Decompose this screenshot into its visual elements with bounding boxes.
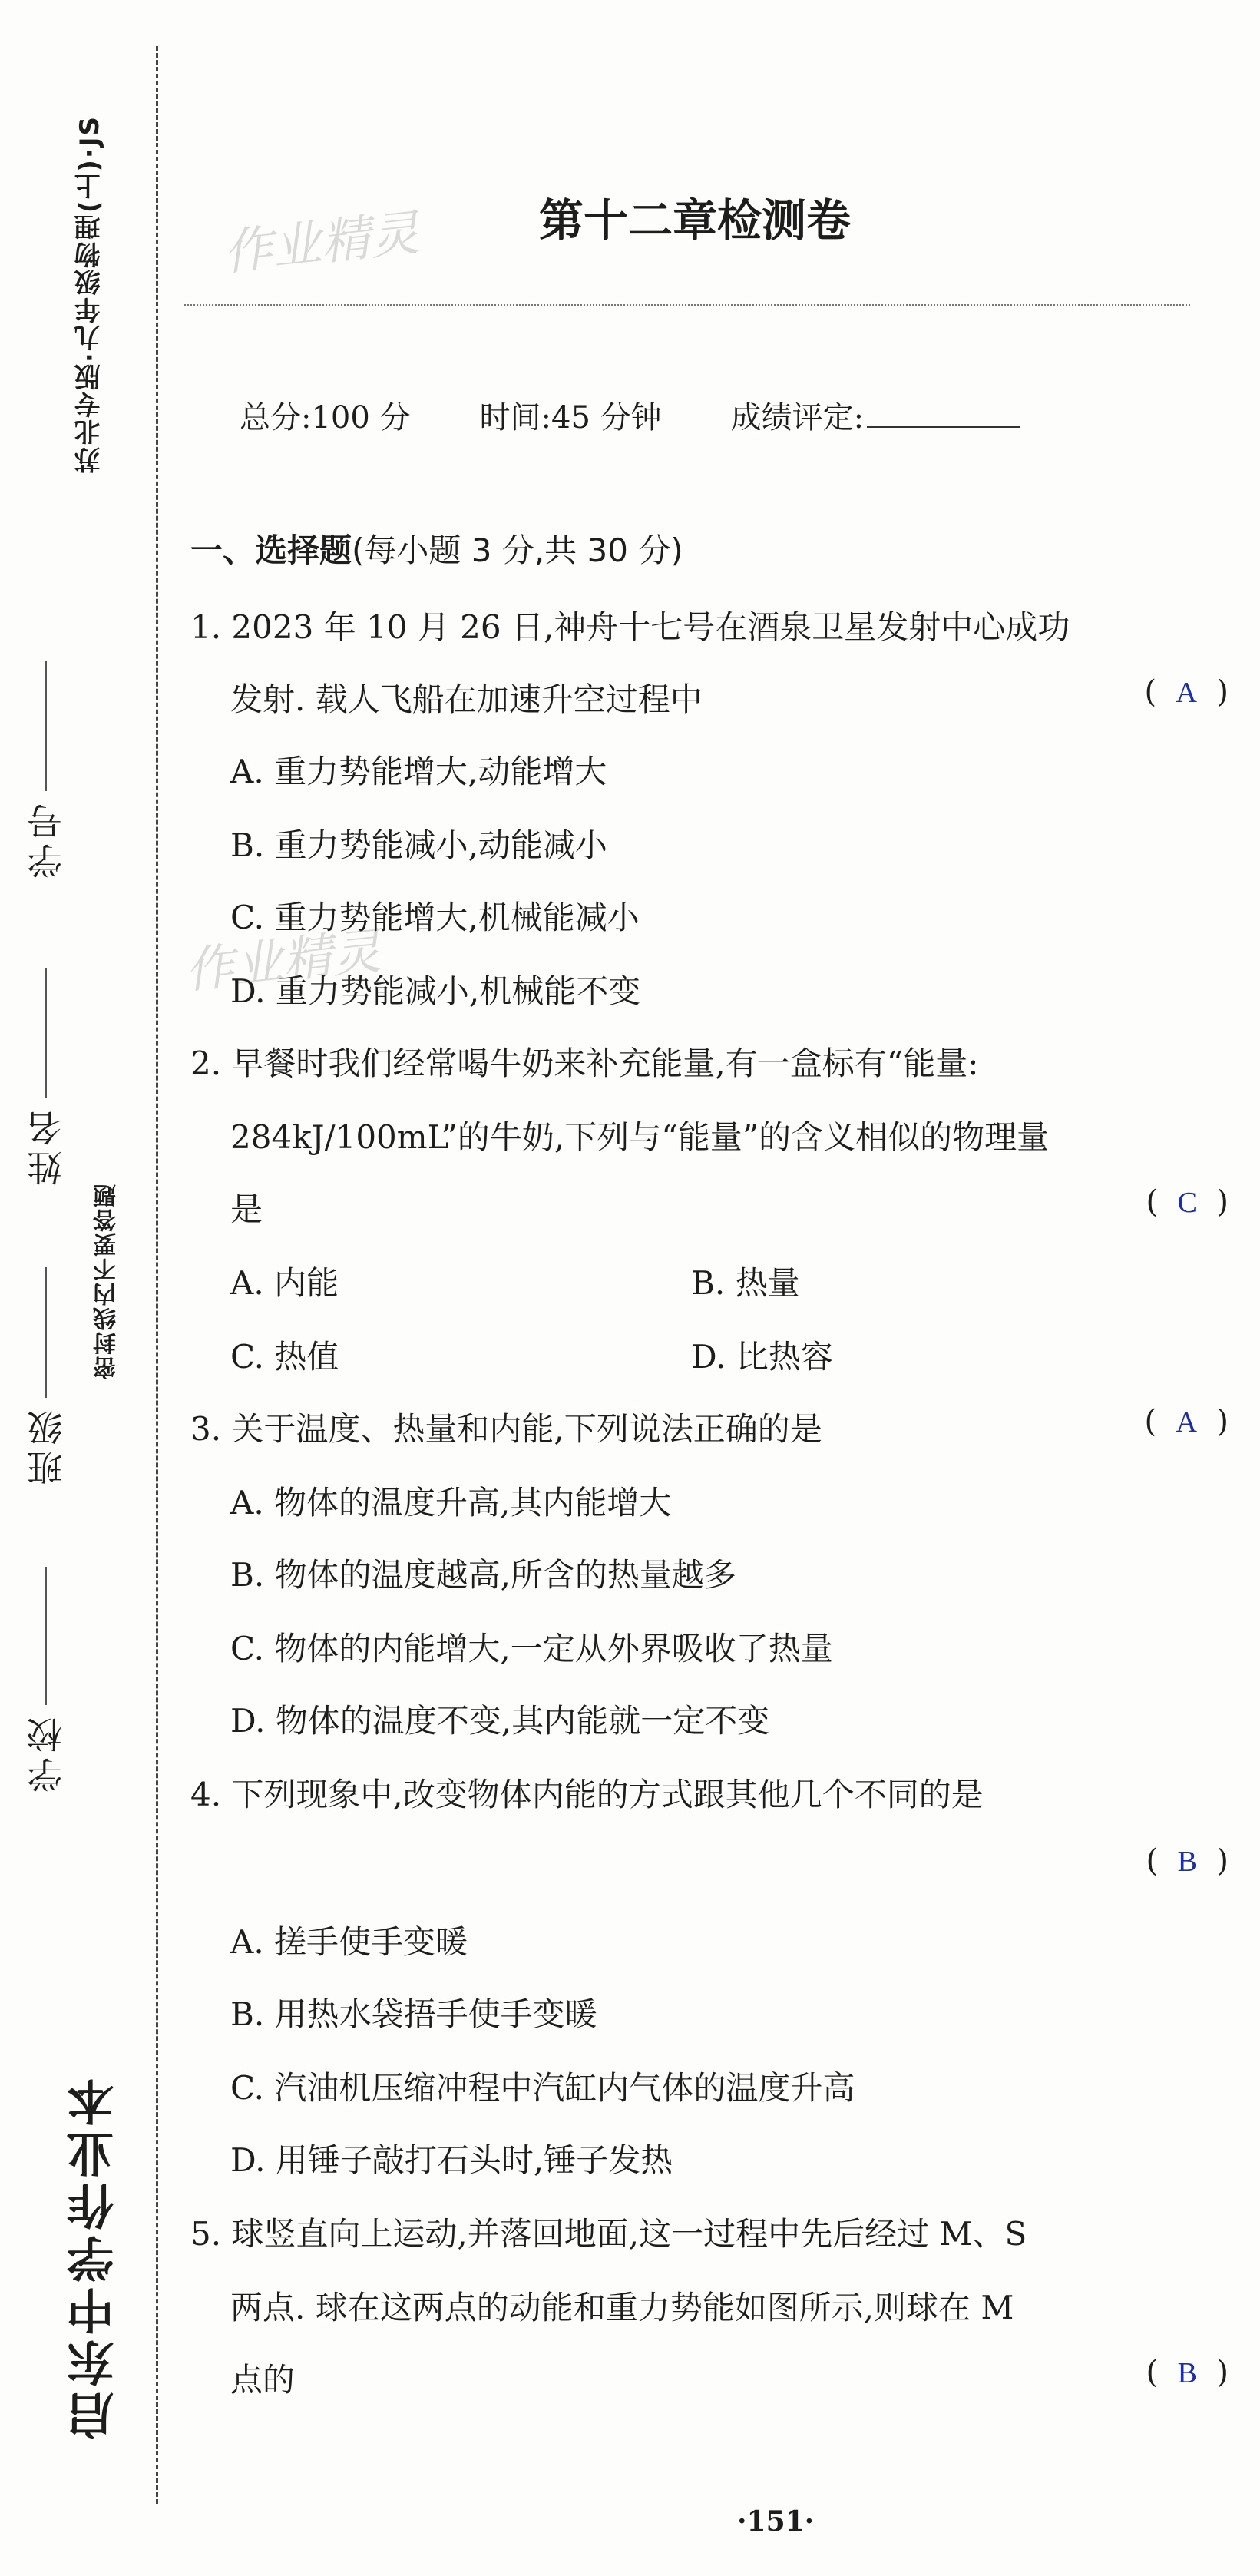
question-2-answer: ( C ) (1146, 1184, 1229, 1220)
question-3-line-1: 3. 关于温度、热量和内能,下列说法正确的是 (190, 1410, 822, 1448)
question-3-choice-d: D. 物体的温度不变,其内能就一定不变 (230, 1702, 770, 1740)
question-2-choice-c: C. 热值 (230, 1338, 339, 1376)
student-id-blank[interactable] (45, 661, 47, 791)
seal-notice: 密封线内不要答题 (94, 1183, 121, 1379)
grade-label: 成绩评定: (731, 393, 1090, 437)
class-label: 班级 (26, 1406, 68, 1485)
watermark: 作业精灵 (182, 922, 384, 1001)
class-blank[interactable] (45, 1267, 47, 1398)
question-4-choice-d: D. 用锤子敲打石头时,锤子发热 (230, 2141, 673, 2179)
title-divider (184, 304, 1190, 306)
question-3-choice-b: B. 物体的温度越高,所含的热量越多 (230, 1556, 736, 1594)
question-2-choice-d: D. 比热容 (691, 1338, 833, 1376)
question-5-line-1: 5. 球竖直向上运动,并落回地面,这一过程中先后经过 M、S (190, 2215, 1027, 2253)
question-1-line-1: 1. 2023 年 10 月 26 日,神舟十七号在酒泉卫星发射中心成功 (190, 608, 1070, 646)
binding-sidebar (0, 0, 161, 2576)
section-heading: 一、选择题(每小题 3 分,共 30 分) (190, 531, 683, 569)
question-1-choice-d: D. 重力势能减小,机械能不变 (230, 972, 641, 1010)
total-score: 总分:100 分 (240, 400, 411, 435)
watermark: 作业精灵 (220, 204, 422, 283)
question-4-choice-a: A. 搓手使手变暖 (230, 1923, 468, 1961)
question-3-answer: ( A ) (1144, 1404, 1229, 1439)
school-label: 学校 (26, 1713, 68, 1793)
exam-meta (240, 393, 1090, 437)
question-2-choice-a: A. 内能 (230, 1264, 339, 1302)
question-1-choice-c: C. 重力势能增大,机械能减小 (230, 899, 640, 936)
question-5-line-2: 两点. 球在这两点的动能和重力势能如图所示,则球在 M (230, 2289, 1014, 2326)
time-limit: 时间:45 分钟 (479, 400, 662, 435)
brand-label: 启东中学作业本 (66, 2074, 122, 2439)
question-3-choice-a: A. 物体的温度升高,其内能增大 (230, 1484, 672, 1521)
grade-blank[interactable] (867, 399, 1020, 428)
question-4-choice-c: C. 汽油机压缩冲程中汽缸内气体的温度升高 (230, 2069, 855, 2107)
edition-label: 苏北专版·九年级物理(上)·JS (74, 115, 105, 474)
question-4-answer: ( B ) (1146, 1843, 1229, 1879)
student-id-label: 学号 (26, 799, 68, 879)
question-1-answer: ( A ) (1144, 674, 1229, 710)
page-title: 第十二章检测卷 (538, 194, 851, 247)
question-2-line-1: 2. 早餐时我们经常喝牛奶来补充能量,有一盒标有“能量: (190, 1045, 979, 1082)
question-2-choice-b: B. 热量 (691, 1264, 800, 1302)
student-name-blank[interactable] (45, 968, 47, 1098)
question-5-line-3: 点的 (230, 2361, 296, 2399)
question-1-line-2: 发射. 载人飞船在加速升空过程中 (230, 680, 703, 718)
student-name-label: 姓名 (26, 1106, 68, 1186)
question-2-line-2: 284kJ/100mL”的牛奶,下列与“能量”的含义相似的物理量 (230, 1118, 1050, 1156)
question-3-choice-c: C. 物体的内能增大,一定从外界吸收了热量 (230, 1630, 833, 1667)
school-blank[interactable] (45, 1567, 47, 1705)
question-2-line-3: 是 (230, 1190, 263, 1228)
exam-page (184, 0, 1229, 2576)
question-5-answer: ( B ) (1146, 2355, 1229, 2390)
question-1-choice-a: A. 重力势能增大,动能增大 (230, 753, 607, 790)
question-4-line-1: 4. 下列现象中,改变物体内能的方式跟其他几个不同的是 (190, 1776, 984, 1813)
question-1-choice-b: B. 重力势能减小,动能减小 (230, 826, 607, 864)
question-4-choice-b: B. 用热水袋捂手使手变暖 (230, 1995, 597, 2033)
binding-dashed-line (156, 46, 158, 2504)
page-number: ·151· (737, 2505, 815, 2538)
